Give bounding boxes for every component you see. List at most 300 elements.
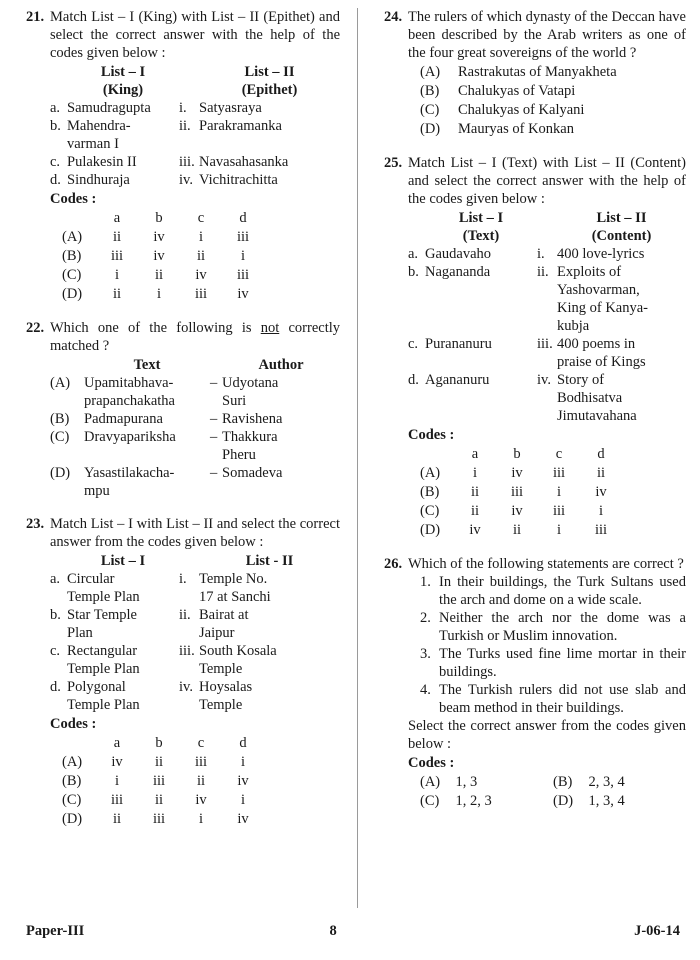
option-label xyxy=(50,446,84,464)
question-21 xyxy=(14,8,340,304)
right-text: Temple No. xyxy=(199,571,268,587)
right-text: King of Kanya- xyxy=(557,300,649,316)
dash-separator xyxy=(210,482,222,500)
left-text: Pulakesin II xyxy=(67,154,137,170)
option-label[interactable]: (B) xyxy=(552,774,573,790)
option-label: (D) xyxy=(50,465,71,481)
code-value: ii xyxy=(154,754,164,770)
code-value: ii xyxy=(112,229,122,245)
code-value: ii xyxy=(112,286,122,302)
left-key xyxy=(408,407,425,425)
code-value: i xyxy=(598,503,604,519)
left-text xyxy=(425,281,537,299)
dash-separator: – xyxy=(210,465,218,481)
right-key: iv. xyxy=(179,679,193,695)
codes-option-row[interactable] xyxy=(420,502,622,521)
options-table xyxy=(420,63,617,139)
code-value: i xyxy=(114,773,120,789)
question-stem: Match List – I with List – II and select the correct answer from the codes given below : xyxy=(50,516,340,550)
right-key xyxy=(179,624,199,642)
match-list-row xyxy=(408,371,686,389)
right-text: South Kosala xyxy=(199,643,277,659)
left-text xyxy=(425,389,537,407)
code-value: ii xyxy=(596,465,606,481)
match-list-row xyxy=(408,299,686,317)
list-i-title: List – I xyxy=(100,553,146,569)
left-key: a. xyxy=(50,571,61,587)
text-author-row[interactable] xyxy=(50,464,340,482)
list-i-title: List – I xyxy=(100,64,146,80)
codes-col-b: b xyxy=(155,210,163,226)
option-label xyxy=(50,482,84,500)
code-value: i xyxy=(156,286,162,302)
match-list-row xyxy=(50,117,340,135)
left-key xyxy=(408,389,425,407)
right-text: Exploits of xyxy=(557,264,622,280)
left-key: b. xyxy=(50,607,61,623)
option-label xyxy=(50,392,84,410)
left-key: d. xyxy=(50,172,61,188)
left-text: Temple Plan xyxy=(67,661,140,677)
code-value: iii xyxy=(552,503,566,519)
codes-option-row[interactable] xyxy=(62,753,264,772)
right-text: Navasahasanka xyxy=(199,154,289,170)
option-label: (D) xyxy=(62,286,83,302)
code-value: i xyxy=(198,229,204,245)
code-value: i xyxy=(556,484,562,500)
left-key xyxy=(408,353,425,371)
codes-col-c: c xyxy=(555,446,563,462)
right-key: ii. xyxy=(179,118,191,134)
codes-col-d: d xyxy=(239,210,247,226)
right-text: praise of Kings xyxy=(557,354,646,370)
option-value[interactable]: 2, 3, 4 xyxy=(588,774,625,790)
question-22 xyxy=(14,319,340,500)
left-key xyxy=(408,281,425,299)
left-key: b. xyxy=(408,264,419,280)
text-author-table xyxy=(50,356,340,500)
statement-row xyxy=(420,573,686,609)
question-body xyxy=(50,515,340,829)
question-number: 24. xyxy=(384,9,403,25)
question-body xyxy=(408,154,686,540)
text-value: prapanchakatha xyxy=(84,393,175,409)
right-key xyxy=(179,696,199,714)
left-key: c. xyxy=(50,643,61,659)
match-list-row xyxy=(50,153,340,171)
right-text: Bairat at xyxy=(199,607,249,623)
question-number: 23. xyxy=(26,516,45,532)
right-key: iii. xyxy=(537,336,553,352)
list-i-title: List – I xyxy=(458,210,504,226)
option-value[interactable]: 1, 3 xyxy=(455,774,478,790)
page-footer xyxy=(14,923,686,940)
match-list-row xyxy=(50,624,340,642)
codes-option-row[interactable] xyxy=(420,483,622,502)
match-list-row xyxy=(50,642,340,660)
right-text: Bodhisatva xyxy=(557,390,623,406)
match-list-row xyxy=(50,570,340,588)
option-label: (D) xyxy=(420,522,441,538)
option-label: (D) xyxy=(62,811,83,827)
right-key: iii. xyxy=(179,154,195,170)
right-key: i. xyxy=(537,246,545,262)
left-key: c. xyxy=(408,336,419,352)
right-key: i. xyxy=(179,571,187,587)
right-text: kubja xyxy=(557,318,590,334)
list-i-subtitle: (Text) xyxy=(462,228,500,244)
right-text: Story of xyxy=(557,372,605,388)
codes-table xyxy=(62,734,264,829)
right-key: ii. xyxy=(537,264,549,280)
stem-part-1: Which one of the following is xyxy=(50,320,261,336)
right-column xyxy=(350,8,686,826)
right-key: iii. xyxy=(179,643,195,659)
right-text: Jaipur xyxy=(199,625,235,641)
right-key xyxy=(537,389,557,407)
code-value: iii xyxy=(152,811,166,827)
code-value: iv xyxy=(469,522,481,538)
code-value: iii xyxy=(594,522,608,538)
right-key xyxy=(179,588,199,606)
left-text: Nagananda xyxy=(425,264,491,280)
left-key xyxy=(50,660,67,678)
code-value: iv xyxy=(511,503,523,519)
left-text: Temple Plan xyxy=(67,697,140,713)
right-key: iv. xyxy=(179,172,193,188)
left-key: c. xyxy=(50,154,61,170)
statement-text: Neither the arch nor the dome was a Turkish or Muslim innovation. xyxy=(439,610,686,644)
option-label: (A) xyxy=(420,465,441,481)
code-value: iv xyxy=(237,773,249,789)
match-list-table xyxy=(50,552,340,714)
left-key xyxy=(50,696,67,714)
paper-code: J-06-14 xyxy=(634,923,680,939)
text-value xyxy=(84,446,210,464)
right-key: i. xyxy=(179,100,187,116)
option-row[interactable] xyxy=(420,120,617,139)
left-key xyxy=(50,588,67,606)
match-list-row xyxy=(50,696,340,714)
question-body xyxy=(408,555,686,811)
match-list-header-row xyxy=(408,209,686,227)
left-text: varman I xyxy=(67,136,119,152)
left-text xyxy=(425,353,537,371)
option-label: (B) xyxy=(62,773,82,789)
author-value: Pheru xyxy=(222,447,256,463)
code-value: i xyxy=(240,792,246,808)
author-value xyxy=(222,482,340,500)
codes-col-b: b xyxy=(513,446,521,462)
match-list-table xyxy=(408,209,686,425)
statement-number: 3. xyxy=(420,646,431,662)
dash-separator: – xyxy=(210,375,218,391)
match-list-row xyxy=(408,335,686,353)
left-text: Circular xyxy=(67,571,115,587)
code-value: ii xyxy=(154,267,164,283)
option-value[interactable]: 1, 2, 3 xyxy=(455,793,492,809)
text-value: mpu xyxy=(84,483,110,499)
text-value: Dravyapariksha xyxy=(84,429,176,445)
question-number: 22. xyxy=(26,320,45,336)
text-author-row[interactable] xyxy=(50,428,340,446)
codes-label: Codes : xyxy=(50,716,97,732)
code-value: iv xyxy=(595,484,607,500)
question-body xyxy=(50,8,340,304)
right-text xyxy=(199,135,340,153)
statement-number: 2. xyxy=(420,610,431,626)
question-stem: Which of the following statements are correct ? xyxy=(408,556,684,572)
code-value: iii xyxy=(510,484,524,500)
text-author-row xyxy=(50,482,340,500)
code-value: iv xyxy=(111,754,123,770)
left-text: Temple Plan xyxy=(67,589,140,605)
codes-option-row[interactable] xyxy=(62,228,264,247)
left-key xyxy=(50,135,67,153)
option-label: (B) xyxy=(62,248,82,264)
dash-separator xyxy=(210,446,222,464)
column-divider xyxy=(357,8,358,908)
match-list-subheader-row xyxy=(408,227,686,245)
match-list-row xyxy=(50,135,340,153)
codes-option-row[interactable] xyxy=(62,810,264,829)
code-value: iv xyxy=(195,792,207,808)
codes-col-d: d xyxy=(239,735,247,751)
option-label: (B) xyxy=(420,484,440,500)
author-column-header: Author xyxy=(258,357,304,373)
text-author-header-row xyxy=(50,356,340,374)
question-body xyxy=(408,8,686,139)
right-text: Temple xyxy=(199,661,243,677)
list-ii-title: List – II xyxy=(244,64,295,80)
question-stem xyxy=(50,319,340,355)
match-list-header-row xyxy=(50,552,340,570)
statement-number: 4. xyxy=(420,682,431,698)
option-row[interactable] xyxy=(420,101,617,120)
left-text: Samudragupta xyxy=(67,100,151,116)
two-column-layout xyxy=(14,8,686,844)
option-label: (A) xyxy=(50,375,71,391)
code-value: ii xyxy=(470,484,480,500)
option-text: Chalukyas of Vatapi xyxy=(458,83,576,99)
match-list-row xyxy=(50,660,340,678)
code-value: iii xyxy=(194,754,208,770)
codes-pairs-table xyxy=(420,773,686,811)
match-list-header-row xyxy=(50,63,340,81)
text-author-row[interactable] xyxy=(50,410,340,428)
codes-table xyxy=(62,209,264,304)
left-text: Polygonal xyxy=(67,679,126,695)
right-key xyxy=(537,281,557,299)
left-text: Plan xyxy=(67,625,93,641)
option-label: (C) xyxy=(62,792,82,808)
text-author-row xyxy=(50,392,340,410)
option-label[interactable]: (D) xyxy=(552,793,574,809)
option-label: (C) xyxy=(50,429,70,445)
right-key: ii. xyxy=(179,607,191,623)
dash-separator: – xyxy=(210,429,218,445)
match-list-row xyxy=(408,389,686,407)
code-value: iv xyxy=(237,286,249,302)
question-stem: The rulers of which dynasty of the Deccan have been described by the Arab writers as one of the four great sovereigns of the world ? xyxy=(408,9,686,61)
codes-col-c: c xyxy=(197,210,205,226)
code-value: ii xyxy=(470,503,480,519)
option-row[interactable] xyxy=(420,82,617,101)
question-23 xyxy=(14,515,340,829)
option-row[interactable] xyxy=(420,63,617,82)
author-value: Ravishena xyxy=(222,411,283,427)
option-label[interactable]: (A) xyxy=(420,774,441,790)
codes-label: Codes : xyxy=(50,191,97,207)
question-number: 26. xyxy=(384,556,403,572)
left-key: a. xyxy=(50,100,61,116)
code-value: ii xyxy=(112,811,122,827)
question-24 xyxy=(372,8,686,139)
codes-option-row[interactable] xyxy=(420,521,622,540)
right-text: Satyasraya xyxy=(199,100,262,116)
right-text: Vichitrachitta xyxy=(199,172,278,188)
option-label: (B) xyxy=(420,83,440,99)
text-value: Upamitabhava- xyxy=(84,375,174,391)
code-value: ii xyxy=(154,792,164,808)
codes-option-row[interactable] xyxy=(420,464,622,483)
left-text: Sindhuraja xyxy=(67,172,130,188)
codes-table xyxy=(420,445,622,540)
match-list-subheader-row xyxy=(50,81,340,99)
code-value: iii xyxy=(110,792,124,808)
left-text: Purananuru xyxy=(425,336,492,352)
list-ii-subtitle: (Epithet) xyxy=(241,82,298,98)
right-text: Jimutavahana xyxy=(557,408,637,424)
code-value: ii xyxy=(196,248,206,264)
code-value: i xyxy=(240,248,246,264)
code-value: iii xyxy=(194,286,208,302)
codes-col-a: a xyxy=(113,735,121,751)
question-number: 21. xyxy=(26,9,45,25)
codes-option-row[interactable] xyxy=(62,772,264,791)
option-label: (A) xyxy=(62,754,83,770)
option-label: (B) xyxy=(50,411,70,427)
codes-label: Codes : xyxy=(408,427,455,443)
codes-option-row[interactable] xyxy=(62,285,264,304)
match-list-row xyxy=(50,678,340,696)
right-text: 400 poems in xyxy=(557,336,636,352)
code-value: i xyxy=(240,754,246,770)
right-key xyxy=(179,135,199,153)
text-author-row[interactable] xyxy=(50,374,340,392)
statement-text: The Turkish rulers did not use slab and beam method in their buildings. xyxy=(439,682,686,716)
code-value: iv xyxy=(237,811,249,827)
option-label: (A) xyxy=(420,64,441,80)
code-value: iii xyxy=(236,267,250,283)
right-key: iv. xyxy=(537,372,551,388)
code-value: ii xyxy=(512,522,522,538)
match-list-row xyxy=(408,317,686,335)
statement-text: The Turks used fine lime mortar in their buildings. xyxy=(439,646,686,680)
left-text: Star Temple xyxy=(67,607,137,623)
left-key: d. xyxy=(50,679,61,695)
code-value: iii xyxy=(552,465,566,481)
text-value: Padmapurana xyxy=(84,411,163,427)
statement-text: In their buildings, the Turk Sultans used the arch and dome on a wide scale. xyxy=(439,574,686,608)
left-key xyxy=(50,624,67,642)
right-text: Yashovarman, xyxy=(557,282,640,298)
option-label: (A) xyxy=(62,229,83,245)
left-key: d. xyxy=(408,372,419,388)
right-key xyxy=(537,317,557,335)
author-value: Somadeva xyxy=(222,465,283,481)
left-text: Mahendra- xyxy=(67,118,131,134)
author-value: Suri xyxy=(222,393,247,409)
left-key xyxy=(408,317,425,335)
select-instruction: Select the correct answer from the codes given below : xyxy=(408,718,686,752)
code-value: iv xyxy=(153,229,165,245)
match-list-row xyxy=(50,606,340,624)
page-number: 8 xyxy=(329,923,337,939)
option-label: (C) xyxy=(420,503,440,519)
code-value: iv xyxy=(511,465,523,481)
match-list-row xyxy=(408,281,686,299)
code-value: i xyxy=(472,465,478,481)
option-value[interactable]: 1, 3, 4 xyxy=(588,793,625,809)
codes-option-row[interactable] xyxy=(62,266,264,285)
question-number: 25. xyxy=(384,155,403,171)
option-label: (C) xyxy=(420,102,440,118)
paper-label: Paper-III xyxy=(26,923,85,939)
dash-separator xyxy=(210,392,222,410)
code-value: ii xyxy=(196,773,206,789)
codes-option-row[interactable] xyxy=(62,791,264,810)
option-label[interactable]: (C) xyxy=(420,793,440,809)
left-text xyxy=(425,299,537,317)
option-text: Mauryas of Konkan xyxy=(458,121,574,137)
text-author-row xyxy=(50,446,340,464)
statements-list xyxy=(420,573,686,717)
codes-pair-row xyxy=(420,773,686,792)
match-list-row xyxy=(408,245,686,263)
match-list-row xyxy=(408,407,686,425)
left-text: Gaudavaho xyxy=(425,246,492,262)
right-text: Temple xyxy=(199,697,243,713)
code-value: iv xyxy=(153,248,165,264)
author-value: Udyotana xyxy=(222,375,279,391)
question-body xyxy=(50,319,340,500)
code-value: iii xyxy=(110,248,124,264)
statement-row xyxy=(420,681,686,717)
left-text xyxy=(425,317,537,335)
question-26 xyxy=(372,555,686,811)
codes-col-d: d xyxy=(597,446,605,462)
question-stem: Match List – I (King) with List – II (Epithet) and select the correct answer with the help of the codes given below : xyxy=(50,9,340,61)
text-column-header: Text xyxy=(133,357,161,373)
text-value: Yasastilakacha- xyxy=(84,465,175,481)
list-i-subtitle: (King) xyxy=(102,82,144,98)
code-value: iv xyxy=(195,267,207,283)
codes-header-row xyxy=(420,445,622,464)
code-value: i xyxy=(198,811,204,827)
left-key xyxy=(408,299,425,317)
option-label: (C) xyxy=(62,267,82,283)
codes-col-a: a xyxy=(113,210,121,226)
list-ii-title: List – II xyxy=(596,210,647,226)
left-key: a. xyxy=(408,246,419,262)
code-value: iii xyxy=(236,229,250,245)
right-key xyxy=(537,299,557,317)
option-text: Chalukyas of Kalyani xyxy=(458,102,585,118)
question-stem: Match List – I (Text) with List – II (Content) and select the correct answer with the help of the codes given below : xyxy=(408,155,686,207)
codes-col-a: a xyxy=(471,446,479,462)
codes-option-row[interactable] xyxy=(62,247,264,266)
